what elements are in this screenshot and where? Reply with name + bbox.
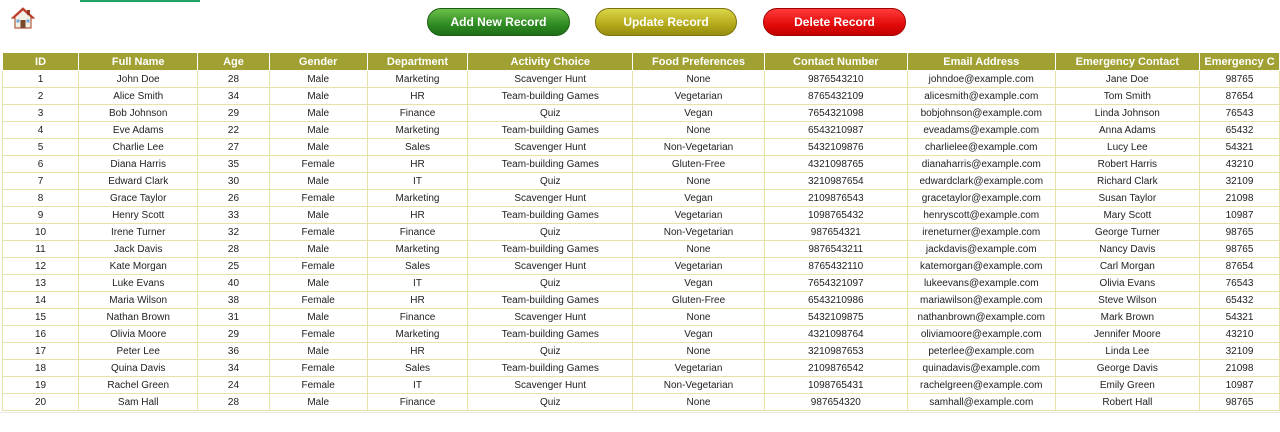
table-cell[interactable]: Team-building Games [468, 360, 633, 377]
table-cell[interactable]: henryscott@example.com [907, 207, 1055, 224]
table-cell[interactable]: Female [269, 326, 367, 343]
table-cell[interactable]: Team-building Games [468, 292, 633, 309]
column-header[interactable]: Department [367, 53, 467, 71]
table-cell[interactable]: 38 [198, 292, 269, 309]
table-cell[interactable]: 1 [3, 71, 79, 88]
table-cell[interactable]: Robert Harris [1055, 156, 1199, 173]
table-row[interactable] [3, 207, 1280, 224]
table-cell[interactable]: 3 [3, 105, 79, 122]
table-cell[interactable]: Sales [367, 360, 467, 377]
records-table [2, 52, 1280, 411]
table-cell[interactable]: Scavenger Hunt [468, 71, 633, 88]
table-cell[interactable]: Quiz [468, 275, 633, 292]
table-cell[interactable]: IT [367, 377, 467, 394]
table-cell[interactable]: Non-Vegetarian [633, 139, 764, 156]
table-cell[interactable]: Vegan [633, 326, 764, 343]
table-cell[interactable]: Irene Turner [79, 224, 198, 241]
table-cell[interactable]: Tom Smith [1055, 88, 1199, 105]
table-cell[interactable]: Anna Adams [1055, 122, 1199, 139]
table-cell[interactable]: Rachel Green [79, 377, 198, 394]
table-cell[interactable]: 4321098765 [764, 156, 907, 173]
table-cell[interactable]: Male [269, 88, 367, 105]
table-cell[interactable]: edwardclark@example.com [907, 173, 1055, 190]
table-cell[interactable]: Male [269, 309, 367, 326]
table-cell[interactable]: Edward Clark [79, 173, 198, 190]
table-cell[interactable]: mariawilson@example.com [907, 292, 1055, 309]
table-cell[interactable]: Female [269, 156, 367, 173]
table-cell[interactable]: Male [269, 71, 367, 88]
table-cell[interactable]: Quiz [468, 105, 633, 122]
table-cell[interactable]: Female [269, 224, 367, 241]
table-cell[interactable]: Marketing [367, 241, 467, 258]
table-cell[interactable]: 34 [198, 88, 269, 105]
table-cell[interactable]: 12 [3, 258, 79, 275]
table-header-row [3, 53, 1280, 71]
table-cell[interactable]: IT [367, 275, 467, 292]
table-row[interactable] [3, 241, 1280, 258]
table-cell[interactable]: Vegan [633, 275, 764, 292]
table-cell[interactable]: Female [269, 258, 367, 275]
table-cell[interactable]: 7654321098 [764, 105, 907, 122]
table-body [3, 71, 1280, 411]
table-cell[interactable]: None [633, 71, 764, 88]
table-cell[interactable]: peterlee@example.com [907, 343, 1055, 360]
table-cell[interactable]: 3210987653 [764, 343, 907, 360]
table-cell[interactable]: 9876543211 [764, 241, 907, 258]
table-row[interactable] [3, 71, 1280, 88]
table-cell[interactable]: Jane Doe [1055, 71, 1199, 88]
table-cell[interactable]: 76543 [1200, 105, 1280, 122]
table-cell[interactable]: Richard Clark [1055, 173, 1199, 190]
table-row[interactable] [3, 377, 1280, 394]
table-cell[interactable]: Quiz [468, 394, 633, 411]
table-cell[interactable]: Female [269, 190, 367, 207]
table-cell[interactable]: Nancy Davis [1055, 241, 1199, 258]
table-cell[interactable]: George Turner [1055, 224, 1199, 241]
table-cell[interactable]: 2 [3, 88, 79, 105]
table-cell[interactable]: 20 [3, 394, 79, 411]
table-cell[interactable]: 34 [198, 360, 269, 377]
table-cell[interactable]: Finance [367, 224, 467, 241]
table-cell[interactable]: 19 [3, 377, 79, 394]
table-cell[interactable]: Sales [367, 139, 467, 156]
table-cell[interactable]: 98765 [1200, 224, 1280, 241]
table-cell[interactable]: Quiz [468, 343, 633, 360]
table-cell[interactable]: Male [269, 275, 367, 292]
table-cell[interactable]: Sam Hall [79, 394, 198, 411]
table-cell[interactable]: 87654 [1200, 88, 1280, 105]
table-cell[interactable]: Alice Smith [79, 88, 198, 105]
table-cell[interactable]: 21098 [1200, 360, 1280, 377]
table-cell[interactable]: None [633, 394, 764, 411]
add-new-record-button[interactable]: Add New Record [427, 8, 570, 36]
table-cell[interactable]: Team-building Games [468, 156, 633, 173]
table-cell[interactable]: Vegetarian [633, 207, 764, 224]
column-header[interactable]: Food Preferences [633, 53, 764, 71]
table-cell[interactable]: Scavenger Hunt [468, 258, 633, 275]
table-cell[interactable]: 9876543210 [764, 71, 907, 88]
table-cell[interactable]: None [633, 122, 764, 139]
table-cell[interactable]: HR [367, 207, 467, 224]
table-cell[interactable]: Lucy Lee [1055, 139, 1199, 156]
table-cell[interactable]: 7654321097 [764, 275, 907, 292]
table-cell[interactable]: 8 [3, 190, 79, 207]
table-cell[interactable]: Team-building Games [468, 88, 633, 105]
table-cell[interactable]: 98765 [1200, 394, 1280, 411]
table-cell[interactable]: Jack Davis [79, 241, 198, 258]
table-cell[interactable]: jackdavis@example.com [907, 241, 1055, 258]
table-cell[interactable]: bobjohnson@example.com [907, 105, 1055, 122]
table-cell[interactable]: 43210 [1200, 326, 1280, 343]
table-cell[interactable]: 25 [198, 258, 269, 275]
table-row[interactable] [3, 275, 1280, 292]
table-cell[interactable]: nathanbrown@example.com [907, 309, 1055, 326]
table-cell[interactable]: Male [269, 394, 367, 411]
table-row[interactable] [3, 224, 1280, 241]
table-cell[interactable]: Finance [367, 394, 467, 411]
table-cell[interactable]: Team-building Games [468, 326, 633, 343]
table-cell[interactable]: Marketing [367, 122, 467, 139]
table-cell[interactable]: Vegetarian [633, 88, 764, 105]
table-cell[interactable]: 10987 [1200, 207, 1280, 224]
table-cell[interactable]: 32 [198, 224, 269, 241]
table-cell[interactable]: Sales [367, 258, 467, 275]
table-cell[interactable]: 40 [198, 275, 269, 292]
table-cell[interactable]: HR [367, 88, 467, 105]
table-cell[interactable]: 5432109876 [764, 139, 907, 156]
table-cell[interactable]: 6 [3, 156, 79, 173]
table-cell[interactable]: quinadavis@example.com [907, 360, 1055, 377]
table-cell[interactable]: Quiz [468, 224, 633, 241]
table-cell[interactable]: Team-building Games [468, 122, 633, 139]
table-cell[interactable]: Vegetarian [633, 360, 764, 377]
table-cell[interactable]: Female [269, 360, 367, 377]
table-cell[interactable]: 3210987654 [764, 173, 907, 190]
table-row[interactable] [3, 88, 1280, 105]
table-row[interactable] [3, 105, 1280, 122]
column-header[interactable]: ID [3, 53, 79, 71]
table-row[interactable] [3, 156, 1280, 173]
table-cell[interactable]: John Doe [79, 71, 198, 88]
table-cell[interactable]: Charlie Lee [79, 139, 198, 156]
table-cell[interactable]: Luke Evans [79, 275, 198, 292]
table-cell[interactable]: Diana Harris [79, 156, 198, 173]
table-cell[interactable]: Male [269, 173, 367, 190]
table-cell[interactable]: Nathan Brown [79, 309, 198, 326]
table-cell[interactable]: Scavenger Hunt [468, 309, 633, 326]
table-cell[interactable]: Jennifer Moore [1055, 326, 1199, 343]
table-cell[interactable]: 22 [198, 122, 269, 139]
table-row[interactable] [3, 122, 1280, 139]
table-cell[interactable]: gracetaylor@example.com [907, 190, 1055, 207]
table-cell[interactable]: 87654 [1200, 258, 1280, 275]
table-cell[interactable]: Quina Davis [79, 360, 198, 377]
table-cell[interactable]: None [633, 241, 764, 258]
table-cell[interactable]: 5432109875 [764, 309, 907, 326]
column-header[interactable]: Emergency C [1200, 53, 1280, 71]
table-cell[interactable]: Scavenger Hunt [468, 377, 633, 394]
table-cell[interactable]: Linda Johnson [1055, 105, 1199, 122]
table-cell[interactable]: 28 [198, 241, 269, 258]
table-cell[interactable]: 6543210986 [764, 292, 907, 309]
table-cell[interactable]: 8765432109 [764, 88, 907, 105]
table-cell[interactable]: 98765 [1200, 71, 1280, 88]
table-cell[interactable]: 54321 [1200, 139, 1280, 156]
column-header[interactable]: Emergency Contact [1055, 53, 1199, 71]
column-header[interactable]: Age [198, 53, 269, 71]
table-cell[interactable]: Henry Scott [79, 207, 198, 224]
column-header[interactable]: Gender [269, 53, 367, 71]
table-cell[interactable]: Finance [367, 309, 467, 326]
update-record-button[interactable]: Update Record [595, 8, 737, 36]
table-cell[interactable]: Vegan [633, 105, 764, 122]
table-cell[interactable]: 24 [198, 377, 269, 394]
table-cell[interactable]: 10987 [1200, 377, 1280, 394]
table-cell[interactable]: Kate Morgan [79, 258, 198, 275]
table-cell[interactable]: lukeevans@example.com [907, 275, 1055, 292]
table-row[interactable] [3, 173, 1280, 190]
table-cell[interactable]: ireneturner@example.com [907, 224, 1055, 241]
table-cell[interactable]: 30 [198, 173, 269, 190]
table-cell[interactable]: Eve Adams [79, 122, 198, 139]
table-cell[interactable]: HR [367, 343, 467, 360]
table-cell[interactable]: Male [269, 343, 367, 360]
table-cell[interactable]: eveadams@example.com [907, 122, 1055, 139]
table-cell[interactable]: Team-building Games [468, 241, 633, 258]
table-cell[interactable]: alicesmith@example.com [907, 88, 1055, 105]
table-cell[interactable]: 13 [3, 275, 79, 292]
table-cell[interactable]: None [633, 309, 764, 326]
table-row[interactable] [3, 309, 1280, 326]
delete-record-button[interactable]: Delete Record [763, 8, 906, 36]
table-cell[interactable]: Marketing [367, 71, 467, 88]
table-cell[interactable]: 4321098764 [764, 326, 907, 343]
table-cell[interactable]: Linda Lee [1055, 343, 1199, 360]
table-cell[interactable]: Vegan [633, 190, 764, 207]
table-cell[interactable]: 54321 [1200, 309, 1280, 326]
table-cell[interactable]: 15 [3, 309, 79, 326]
table-cell[interactable]: 33 [198, 207, 269, 224]
table-cell[interactable]: None [633, 173, 764, 190]
table-cell[interactable]: Male [269, 207, 367, 224]
toolbar [0, 0, 1280, 50]
table-cell[interactable]: charlielee@example.com [907, 139, 1055, 156]
table-cell[interactable]: Maria Wilson [79, 292, 198, 309]
table-row[interactable] [3, 258, 1280, 275]
table-cell[interactable]: dianaharris@example.com [907, 156, 1055, 173]
table-cell[interactable]: 1098765431 [764, 377, 907, 394]
table-cell[interactable]: Marketing [367, 326, 467, 343]
table-cell[interactable]: 28 [198, 394, 269, 411]
column-header[interactable]: Contact Number [764, 53, 907, 71]
table-cell[interactable]: Male [269, 122, 367, 139]
table-cell[interactable]: 35 [198, 156, 269, 173]
table-cell[interactable]: Bob Johnson [79, 105, 198, 122]
table-row[interactable] [3, 139, 1280, 156]
table-row[interactable] [3, 190, 1280, 207]
table-cell[interactable]: 18 [3, 360, 79, 377]
table-cell[interactable]: 27 [198, 139, 269, 156]
table-cell[interactable]: 10 [3, 224, 79, 241]
table-cell[interactable]: 17 [3, 343, 79, 360]
table-cell[interactable]: 31 [198, 309, 269, 326]
table-cell[interactable]: Male [269, 105, 367, 122]
table-cell[interactable]: Steve Wilson [1055, 292, 1199, 309]
table-cell[interactable]: 29 [198, 105, 269, 122]
table-cell[interactable]: Emily Green [1055, 377, 1199, 394]
table-cell[interactable]: 11 [3, 241, 79, 258]
table-cell[interactable]: johndoe@example.com [907, 71, 1055, 88]
table-cell[interactable]: 987654320 [764, 394, 907, 411]
table-cell[interactable]: Mark Brown [1055, 309, 1199, 326]
sheet-tab-accent [80, 0, 200, 2]
table-cell[interactable]: 76543 [1200, 275, 1280, 292]
table-cell[interactable]: Susan Taylor [1055, 190, 1199, 207]
table-cell[interactable]: 26 [198, 190, 269, 207]
table-cell[interactable]: katemorgan@example.com [907, 258, 1055, 275]
table-cell[interactable]: Olivia Evans [1055, 275, 1199, 292]
table-cell[interactable]: Non-Vegetarian [633, 377, 764, 394]
table-cell[interactable]: Gluten-Free [633, 156, 764, 173]
table-cell[interactable]: 98765 [1200, 241, 1280, 258]
table-cell[interactable]: Male [269, 241, 367, 258]
table-cell[interactable]: HR [367, 292, 467, 309]
column-header[interactable]: Email Address [907, 53, 1055, 71]
table-cell[interactable]: 65432 [1200, 122, 1280, 139]
table-row[interactable] [3, 343, 1280, 360]
table-cell[interactable]: Vegetarian [633, 258, 764, 275]
home-icon[interactable] [11, 7, 35, 29]
table-cell[interactable]: 36 [198, 343, 269, 360]
table-cell[interactable]: 32109 [1200, 343, 1280, 360]
sheet-gridline [0, 412, 1280, 413]
table-cell[interactable]: Scavenger Hunt [468, 190, 633, 207]
table-cell[interactable]: samhall@example.com [907, 394, 1055, 411]
table-cell[interactable]: 21098 [1200, 190, 1280, 207]
table-row[interactable] [3, 360, 1280, 377]
table-cell[interactable]: 6543210987 [764, 122, 907, 139]
table-cell[interactable]: Grace Taylor [79, 190, 198, 207]
table-cell[interactable]: HR [367, 156, 467, 173]
table-row[interactable] [3, 394, 1280, 411]
table-cell[interactable]: 987654321 [764, 224, 907, 241]
table-cell[interactable]: Peter Lee [79, 343, 198, 360]
table-cell[interactable]: None [633, 343, 764, 360]
table-cell[interactable]: 9 [3, 207, 79, 224]
table-cell[interactable]: Team-building Games [468, 207, 633, 224]
table-cell[interactable]: 1098765432 [764, 207, 907, 224]
column-header[interactable]: Activity Choice [468, 53, 633, 71]
table-cell[interactable]: Male [269, 139, 367, 156]
table-row[interactable] [3, 326, 1280, 343]
table-cell[interactable]: Scavenger Hunt [468, 139, 633, 156]
table-cell[interactable]: 29 [198, 326, 269, 343]
table-cell[interactable]: IT [367, 173, 467, 190]
table-cell[interactable]: Mary Scott [1055, 207, 1199, 224]
table-cell[interactable]: 7 [3, 173, 79, 190]
table-cell[interactable]: rachelgreen@example.com [907, 377, 1055, 394]
table-cell[interactable]: Finance [367, 105, 467, 122]
table-cell[interactable]: Marketing [367, 190, 467, 207]
table-cell[interactable]: 28 [198, 71, 269, 88]
table-cell[interactable]: 2109876543 [764, 190, 907, 207]
table-cell[interactable]: Robert Hall [1055, 394, 1199, 411]
table-cell[interactable]: Carl Morgan [1055, 258, 1199, 275]
table-cell[interactable]: Quiz [468, 173, 633, 190]
table-cell[interactable]: 2109876542 [764, 360, 907, 377]
table-cell[interactable]: 5 [3, 139, 79, 156]
table-cell[interactable]: Olivia Moore [79, 326, 198, 343]
table-cell[interactable]: 65432 [1200, 292, 1280, 309]
table-cell[interactable]: Non-Vegetarian [633, 224, 764, 241]
table-cell[interactable]: 8765432110 [764, 258, 907, 275]
table-cell[interactable]: Female [269, 292, 367, 309]
column-header[interactable]: Full Name [79, 53, 198, 71]
table-cell[interactable]: 32109 [1200, 173, 1280, 190]
table-cell[interactable]: Female [269, 377, 367, 394]
table-cell[interactable]: 43210 [1200, 156, 1280, 173]
table-row[interactable] [3, 292, 1280, 309]
table-cell[interactable]: Gluten-Free [633, 292, 764, 309]
table-cell[interactable]: oliviamoore@example.com [907, 326, 1055, 343]
table-cell[interactable]: 14 [3, 292, 79, 309]
table-cell[interactable]: 16 [3, 326, 79, 343]
table-cell[interactable]: George Davis [1055, 360, 1199, 377]
table-cell[interactable]: 4 [3, 122, 79, 139]
